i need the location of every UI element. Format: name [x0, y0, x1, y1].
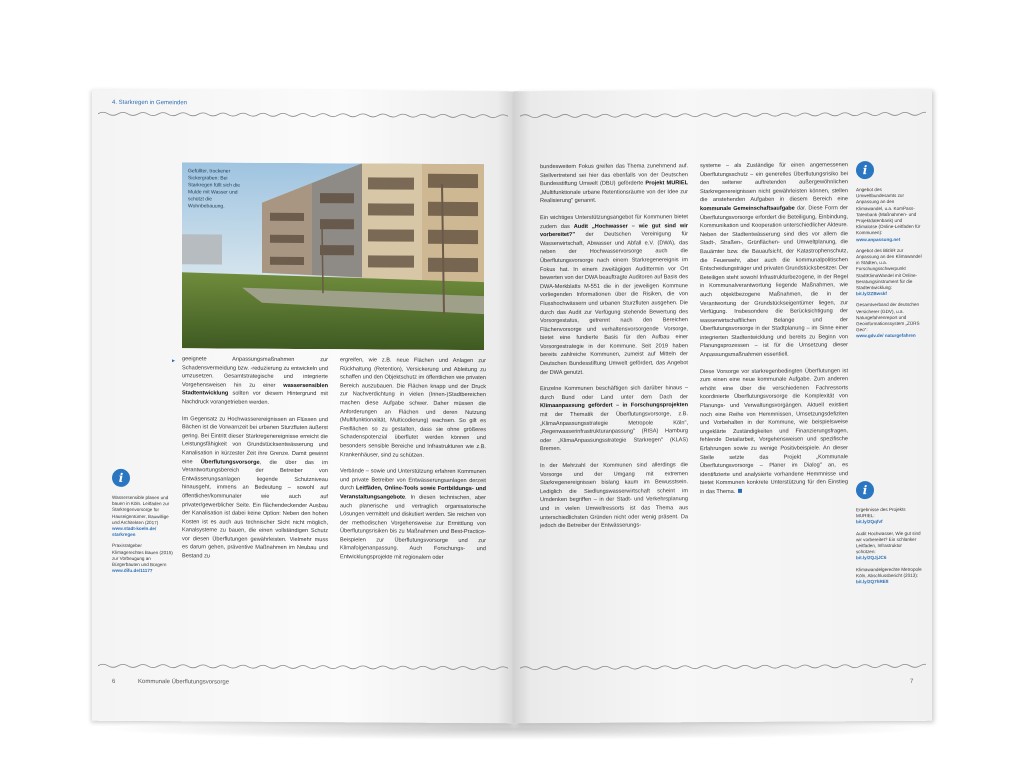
building-photo: [182, 162, 484, 350]
bottom-wave-divider-left: [98, 663, 508, 672]
paragraph: In der Mehrzahl der Kommunen sind allerdings die Vorsorge und der Umgang mit extremen Starkregenereignissen bislang kaum im Bewusstsein. Lediglich die Siedlungswasserwirtschaft scheint im Umdenken begriffen – in der Stadt- und Verkehrsplanung und in vielen Umweltressorts ist das Thema aus unterschiedlichsten Gründen nicht oder wenig präsent. Da jedoch die Betreiber der Entwässerungs-: [540, 462, 688, 530]
info-icon: i: [856, 161, 874, 179]
paragraph: Verbände – sowie und Unterstützung erfahren Kommunen und private Betreiber von Entwässerungsanlagen derzeit durch Leitfäden, Online-Tools sowie Fortbildungs- und Veranstaltungsangebote. In diesen technischen, aber auch planerische und vertraglich organisatorische Lösungen vermittelt und diskutiert werden. Sie reichen von der methodischen Vorgehensweise zur Ermittlung von Überflutungsrisiken bis zu Maßnahmen und Best-Practice-Beispielen zur Überflutungsvorsorge und zur Klimafolgenanpassung. Auch Forschungs- und Entwicklungsprojekte mit regionalem oder: [340, 468, 486, 561]
info-icon: i: [856, 481, 874, 499]
link[interactable]: www.stadt-koeln.de/ starkregen: [112, 525, 157, 538]
paragraph: geeignete Anpassungsmaßnahmen zur Schadensvermeidung bzw. -reduzierung zu entwickeln und umzusetzen. Gesamtstrategische und integrierte Vorgehensweisen hin zu einer wassersensiblen Stadtentwicklung sollten vor diesem Hintergrund mit Nachdruck vorangetrieben werden.: [182, 356, 328, 406]
top-wave-divider-left: [98, 111, 508, 120]
paragraph: Ein wichtiges Unterstützungsangebot für Kommunen bietet zudem das Audit „Hochwasser – wie gut sind wir vorbereitet?" der Deutschen Vereinigung für Wasserwirtschaft, Abwasser und Abfall e.V. (DWA), das neben der Hochwasservorsorge auch die Überflutungsvorsorge nach einem Starkregenereignis im Fokus hat. In einem zweitägigen Audittermin vor Ort bewerten von der DWA beauftragte Auditoren auf Basis des DWA-Merkblatts M-551 die in der jeweiligen Kommune vorliegenden Informationen über die Risiken, die von Flusshochwässern und urbanen Sturzfluten ausgehen. Die durch das Audit zur Verfügung stehende Bewertung des Vorsorgestatus, getrennt nach den Bereichen Flächenvorsorge und verhaltensvorsorgende Vorsorge, bietet eine fundierte Basis für den Aufbau einer Vorsorgestrategie in der Kommune. Seit 2019 haben bereits zahlreiche Kommunen, zumeist auf Mitteln der Deutschen Bundesstiftung Umwelt gefördert, das Angebot der DWA genutzt.: [540, 214, 688, 376]
link[interactable]: bit.ly/2Qqfvf: [856, 519, 883, 525]
right-column-1: [540, 162, 688, 539]
right-column-2: [700, 161, 848, 504]
paragraph: Im Gegensatz zu Hochwasserereignissen an Flüssen und Bächen ist die Vorwarnzeit bei urbanen Sturzfluten äußerst gering. Bei Eintritt dieser Starkregenereignisse erreicht die Leistungsfähigkeit von Grundstücksentwässerung und Kanalisation in kürzester Zeit ihre Grenze. Damit gewinnt eine Überflutungsvorsorge, die über das im Verantwortungsbereich der Betreiber von Entwässerungsanlagen liegende Schutzniveau hinausgeht, immens an Bedeutung – sowohl auf öffentlicher/kommunaler wie auch auf privater/gewerblicher Seite. Ein flächendeckender Ausbau der Kanalisation ist dabei keine Option: Neben den hohen Kosten ist es auch aus technischer Sicht nicht möglich, Kanalsysteme zu bauen, die einen vollständigen Schutz vor diesen Überflutungen gewährleisten. Vielmehr muss es darum gehen, präventive Maßnahmen im Neubau und Bestand zu: [182, 415, 328, 560]
top-wave-divider-right: [520, 111, 926, 119]
paragraph: Einzelne Kommunen beschäftigen sich darüber hinaus – durch Bund oder Land unter dem Dach der Klimaanpassung gefördert – in Forschungsprojekten mit der Thematik der Überflutungsvorsorge, z.B. „KlimaAnpassungsstrategie Metropole Köln", „Regenwasserinfrastrukturanpassung" (RISA) Hamburg oder „KlimaAnpassungsstrategie Starkregen" (KLAS) Bremen.: [540, 385, 688, 453]
link[interactable]: bit.ly/2Q7hRE8: [856, 579, 889, 585]
page-number-left: 6: [112, 678, 116, 685]
left-side-box: Wassersensible planen und bauen in Köln. Leitfaden zur Starkregenvorsorge für Hauseigentümer, Bauwillige und Architekten (2017) www.stadt-koeln.de/ starkregen Praxisratgeber Klimagerechtes Bauen (2015) zur Vorbeugung an Bürgerbauten und Bürgern www.difu.de/11177: [112, 494, 173, 574]
continuation-marker: ▸: [172, 358, 176, 365]
bottom-wave-divider-right: [520, 663, 926, 671]
left-column-1: [182, 355, 328, 570]
left-column-2: [340, 356, 486, 571]
page-number-right: 7: [910, 678, 914, 685]
link[interactable]: www.gdv.de/ naturgefahren: [856, 333, 916, 339]
paragraph: ergreifen, wie z.B. neue Flächen und Anlagen zur Rückhaltung (Retention), Versickerung und Ableitung zu schaffen und den Objektschutz im öffentlichen wie privaten Bereich auszubauen. Die Flächen knapp und der Druck zur Nachverdichtung in vielen (Innen-)Stadtbereichen machen diese Aufgabe schwer. Daher müssen die Anforderungen an Flächen und deren Nutzung (Multifunktionalität, Multicodierung) wachsen. So gilt es Freiflächen so zu gestalten, dass sie ohne größeres Schadenspotenzial überflutet werden können und besonders sensible Bereiche und Infrastrukturen wie z.B. Krankenhäuser, sind zu schützen.: [340, 357, 486, 459]
right-page: [514, 89, 932, 724]
link[interactable]: bit.ly/2ZBwskf: [856, 291, 887, 297]
left-page: [92, 89, 514, 724]
link[interactable]: www.anpassung.net: [856, 236, 901, 242]
info-icon: i: [112, 469, 130, 487]
running-head: 4. Starkregen in Gemeinden: [112, 99, 188, 107]
paragraph: bundesweitem Fokus greifen das Thema zunehmend auf. Stellvertretend sei hier das ebenfalls von der Deutschen Bundesstiftung Umwelt (DBU) geförderte Projekt MURIEL „Multifunktionale urbane Retentionsräume von der Idee zur Realisierung" genannt.: [540, 163, 688, 205]
link[interactable]: bit.ly/2QJjJC6: [856, 555, 887, 561]
right-side-box-1: Angebot des Umweltbundesamts zur Anpassung an den Klimawandel, u.a. KomPass-Tatenbank (Maßnahmen- und Projektdatenbank) und Klimalotse (Online-Leitfaden für Kommunen): www.anpassung.net Angebot des BBSR zur Anpassung an den Klimawandel in Städten, u.a. Forschungsschwerpunkt StadtKlimaWandel mit Online-Beratungsinstrument für die Stadtentwicklung: bit.ly/2ZBwskf Gesamtverband der deutschen Versicherer (GDV), u.a. Naturgefahrenreport und Geoinformationssystem „ZÜRS Geo": www.gdv.de/ naturgefahren: [856, 187, 922, 339]
right-side-box-2: Ergebnisse des Projekts MURIEL: bit.ly/2Qqfvf Audit Hochwasser, Wie gut sind wir vorbereitet? Ein schlanker Leitfaden, Infrastruktur schützen: bit.ly/2QJjJC6 Klimawandelgerechte Metropole Köln, Abschlussbericht (2013): bit.ly/2Q7hRE8: [856, 506, 922, 585]
footer-title: Kommunale Überflutungsvorsorge: [138, 678, 230, 686]
photo-caption: Gefüllter, trockener Sickergraben: Bei Starkregen füllt sich die Mulde mit Wasser und schützt die Wohnbebauung.: [188, 168, 240, 210]
paragraph: systeme – als Zuständige für einen angemessenen Überflutungsschutz – ein generelles Überflutungsrisiko bei den seltener auftretenden außergewöhnlichen Starkregenereignissen nicht gewährleisten können, stellen die anstehenden Aufgaben in diesem Bereich eine kommunale Gemeinschaftsaufgabe dar. Diese Form der Überflutungsvorsorge erfordert die Beteiligung, Einbindung, Kommunikation und Kooperation unterschiedlicher Akteure. Neben der Stadtentwässerung sind dies vor allem die Stadt-, Straßen-, Grünflächen- und Umweltplanung, die Bauämter bzw. die Bauaufsicht, der Katastrophenschutz, die Feuerwehr, aber auch die kommunalpolitischen Entscheidungsträger und privaten Grundstücksbesitzer. Der Beteiligen steht sowohl Infrastrukturbezogene, in der Regel in Kommunalverantwortung liegende Maßnahmen, wie auch objektbezogene Maßnahmen, die in der Verantwortung der Grundstückseigentümer liegen, zur Verfügung. Insbesondere die Berücksichtigung der wasserwirtschaftlichen Belange und der Überflutungsvorsorge in der Stadtplanung – im Sinne einer integrierten Stadtentwicklung und bereits zu Beginn von Planungsprozessen – ist für die Umsetzung dieser Anpassungsmaßnahmen essentiell.: [700, 162, 849, 359]
end-mark: [738, 489, 742, 493]
paragraph: Diese Vorsorge vor starkregenbedingten Überflutungen ist zum einen eine neue kommunale Aufgabe. Zum anderen erhöht eine über die verschiedenen Fachressorts koordinierte Überflutungsvorsorge die Komplexität von Planungs- und Verwaltungsvorgängen. Aktuell existiert noch eine Reihe von Hemmnissen, Umsetzungsdefiziten und Vorbehalten in der Kommune, wie beispielsweise ungeklärte Zuständigkeiten und Finanzierungsfragen, fehlende Detailarbeit, Vorgehensweisen und spezifische Erfahrungen sowie zu wenige Positivbeispiele. An dieser Stelle setzte das Projekt „Kommunale Überflutungsvorsorge – Planer im Dialog" an, es identifizierte und analysierte vorhandene Hemmnisse und bietet Kommunen konkrete Unterstützung für den Einstieg in das Thema.: [700, 367, 848, 496]
link[interactable]: www.difu.de/11177: [112, 568, 153, 574]
